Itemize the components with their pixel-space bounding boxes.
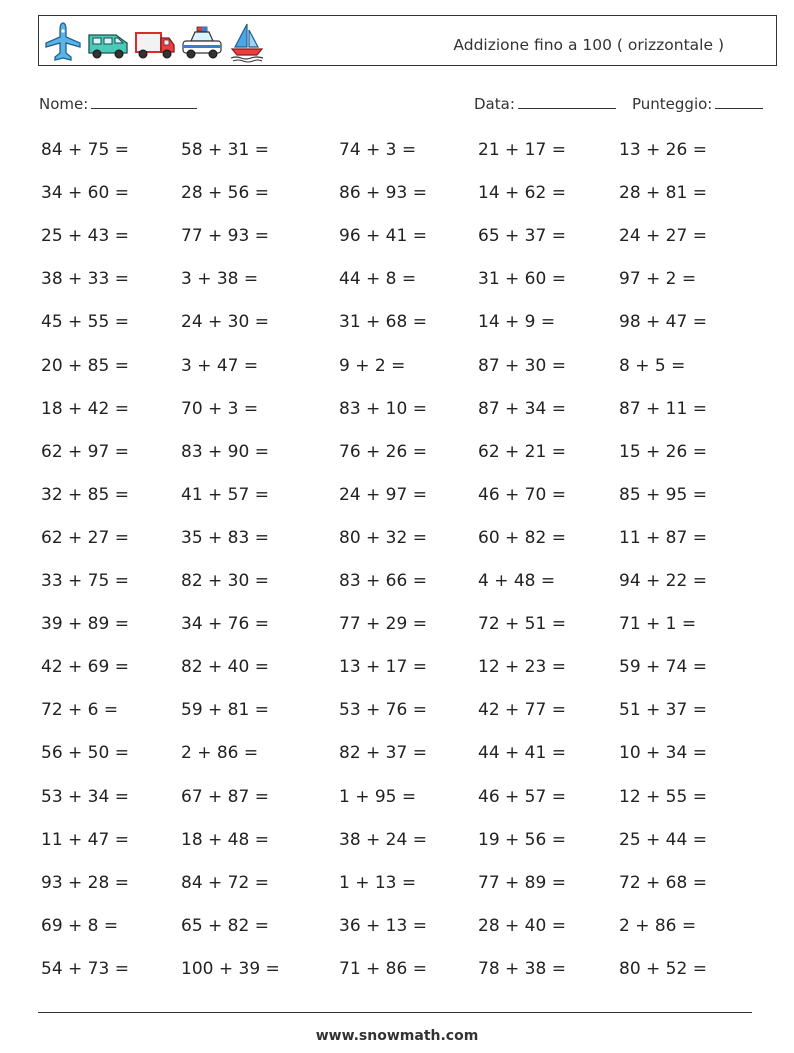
problem-r11-c1: 33 + 75 = [41,571,129,591]
problem-r4-c4: 31 + 60 = [478,269,566,290]
problem-r18-c3: 1 + 13 = [339,872,417,893]
score-label: Punteggio: [632,95,713,113]
problem-r6-c3: 9 + 2 = [339,355,406,376]
problem-r16-c4: 46 + 57 = [478,786,566,807]
problem-r7-c4: 87 + 34 = [478,398,566,419]
problem-r17-c4: 19 + 56 = [478,829,566,850]
problem-r4-c3: 44 + 8 = [339,269,417,290]
problem-r8-c3: 76 + 26 = [339,441,427,462]
problem-r19-c2: 65 + 82 = [181,915,269,936]
problem-r7-c1: 18 + 42 = [41,398,129,419]
problem-r1-c5: 13 + 26 = [619,140,707,160]
problem-r19-c4: 28 + 40 = [478,915,566,936]
problem-r7-c2: 70 + 3 = [181,398,259,419]
footer-divider [38,1012,752,1013]
problem-r8-c4: 62 + 21 = [478,441,566,462]
problem-r14-c1: 72 + 6 = [41,700,119,721]
problem-r2-c4: 14 + 62 = [478,183,566,204]
problem-r4-c1: 38 + 33 = [41,269,129,290]
problem-r15-c2: 2 + 86 = [181,743,259,764]
date-field[interactable] [474,94,616,114]
problem-r20-c5: 80 + 52 = [619,958,707,979]
problem-r8-c5: 15 + 26 = [619,441,707,462]
problem-r12-c5: 71 + 1 = [619,614,697,635]
problem-r6-c2: 3 + 47 = [181,355,259,376]
name-blank[interactable] [91,94,197,109]
problem-r15-c5: 10 + 34 = [619,743,707,764]
date-blank[interactable] [518,94,616,109]
problem-r18-c2: 84 + 72 = [181,872,269,893]
truck-icon [133,21,177,63]
vehicle-icons [43,20,267,64]
problem-r3-c3: 96 + 41 = [339,226,427,247]
airplane-icon [43,21,83,63]
problem-r2-c5: 28 + 81 = [619,183,707,204]
problem-r20-c1: 54 + 73 = [41,958,129,979]
problem-r1-c2: 58 + 31 = [181,140,269,160]
problem-r18-c1: 93 + 28 = [41,872,129,893]
problem-r17-c5: 25 + 44 = [619,829,707,850]
problem-r13-c1: 42 + 69 = [41,657,129,678]
problem-r10-c4: 60 + 82 = [478,527,566,548]
problem-r1-c1: 84 + 75 = [41,140,129,160]
problem-r20-c3: 71 + 86 = [339,958,427,979]
problem-r13-c5: 59 + 74 = [619,657,707,678]
score-field[interactable] [632,94,763,114]
problem-r1-c4: 21 + 17 = [478,140,566,160]
problem-r5-c1: 45 + 55 = [41,312,129,333]
score-blank[interactable] [715,94,763,109]
problem-r6-c1: 20 + 85 = [41,355,129,376]
police-car-icon [180,21,224,63]
problem-r8-c1: 62 + 97 = [41,441,129,462]
problem-r18-c4: 77 + 89 = [478,872,566,893]
problem-r8-c2: 83 + 90 = [181,441,269,462]
problem-r9-c1: 32 + 85 = [41,484,129,505]
date-label: Data: [474,95,515,113]
problem-r19-c3: 36 + 13 = [339,915,427,936]
problem-r17-c3: 38 + 24 = [339,829,427,850]
problem-r6-c5: 8 + 5 = [619,355,686,376]
problem-r17-c1: 11 + 47 = [41,829,129,850]
website-footer: www.snowmath.com [315,1028,479,1044]
problem-r14-c2: 59 + 81 = [181,700,269,721]
problem-r5-c5: 98 + 47 = [619,312,707,333]
problem-r10-c1: 62 + 27 = [41,527,129,548]
worksheet-title: Addizione fino a 100 ( orizzontale ) [453,36,724,54]
problem-r15-c4: 44 + 41 = [478,743,566,764]
problem-r9-c4: 46 + 70 = [478,484,566,505]
problem-r13-c3: 13 + 17 = [339,657,427,678]
problem-r11-c5: 94 + 22 = [619,571,707,591]
problem-r12-c3: 77 + 29 = [339,614,427,635]
problem-r9-c3: 24 + 97 = [339,484,427,505]
problem-r2-c2: 28 + 56 = [181,183,269,204]
problem-r2-c1: 34 + 60 = [41,183,129,204]
problem-r7-c5: 87 + 11 = [619,398,707,419]
problem-r18-c5: 72 + 68 = [619,872,707,893]
problem-r5-c3: 31 + 68 = [339,312,427,333]
problem-r9-c2: 41 + 57 = [181,484,269,505]
problem-r6-c4: 87 + 30 = [478,355,566,376]
problem-r3-c1: 25 + 43 = [41,226,129,247]
problem-r15-c3: 82 + 37 = [339,743,427,764]
problem-r3-c5: 24 + 27 = [619,226,707,247]
van-icon [86,21,130,63]
problem-r5-c4: 14 + 9 = [478,312,556,333]
problem-r10-c5: 11 + 87 = [619,527,707,548]
problem-r10-c3: 80 + 32 = [339,527,427,548]
problem-r4-c5: 97 + 2 = [619,269,697,290]
problem-r11-c3: 83 + 66 = [339,571,427,591]
problem-r3-c4: 65 + 37 = [478,226,566,247]
problem-r4-c2: 3 + 38 = [181,269,259,290]
problem-r9-c5: 85 + 95 = [619,484,707,505]
problem-r13-c4: 12 + 23 = [478,657,566,678]
problem-r14-c3: 53 + 76 = [339,700,427,721]
problem-r15-c1: 56 + 50 = [41,743,129,764]
problem-r12-c1: 39 + 89 = [41,614,129,635]
problem-r14-c5: 51 + 37 = [619,700,707,721]
problem-r10-c2: 35 + 83 = [181,527,269,548]
problem-r13-c2: 82 + 40 = [181,657,269,678]
problem-r16-c1: 53 + 34 = [41,786,129,807]
problem-r16-c2: 67 + 87 = [181,786,269,807]
problem-r20-c4: 78 + 38 = [478,958,566,979]
problem-r19-c1: 69 + 8 = [41,915,119,936]
name-label: Nome: [39,95,89,113]
problem-r17-c2: 18 + 48 = [181,829,269,850]
problem-r12-c4: 72 + 51 = [478,614,566,635]
problem-r11-c4: 4 + 48 = [478,571,556,591]
problem-r19-c5: 2 + 86 = [619,915,697,936]
problem-r2-c3: 86 + 93 = [339,183,427,204]
sailboat-icon [227,21,267,63]
problem-r11-c2: 82 + 30 = [181,571,269,591]
problem-r1-c3: 74 + 3 = [339,140,417,160]
name-field[interactable] [39,94,197,114]
problem-r12-c2: 34 + 76 = [181,614,269,635]
problem-r16-c5: 12 + 55 = [619,786,707,807]
worksheet-header [38,15,777,66]
problem-r14-c4: 42 + 77 = [478,700,566,721]
problem-r5-c2: 24 + 30 = [181,312,269,333]
problem-r16-c3: 1 + 95 = [339,786,417,807]
problem-r3-c2: 77 + 93 = [181,226,269,247]
problem-r7-c3: 83 + 10 = [339,398,427,419]
problem-r20-c2: 100 + 39 = [181,958,280,979]
